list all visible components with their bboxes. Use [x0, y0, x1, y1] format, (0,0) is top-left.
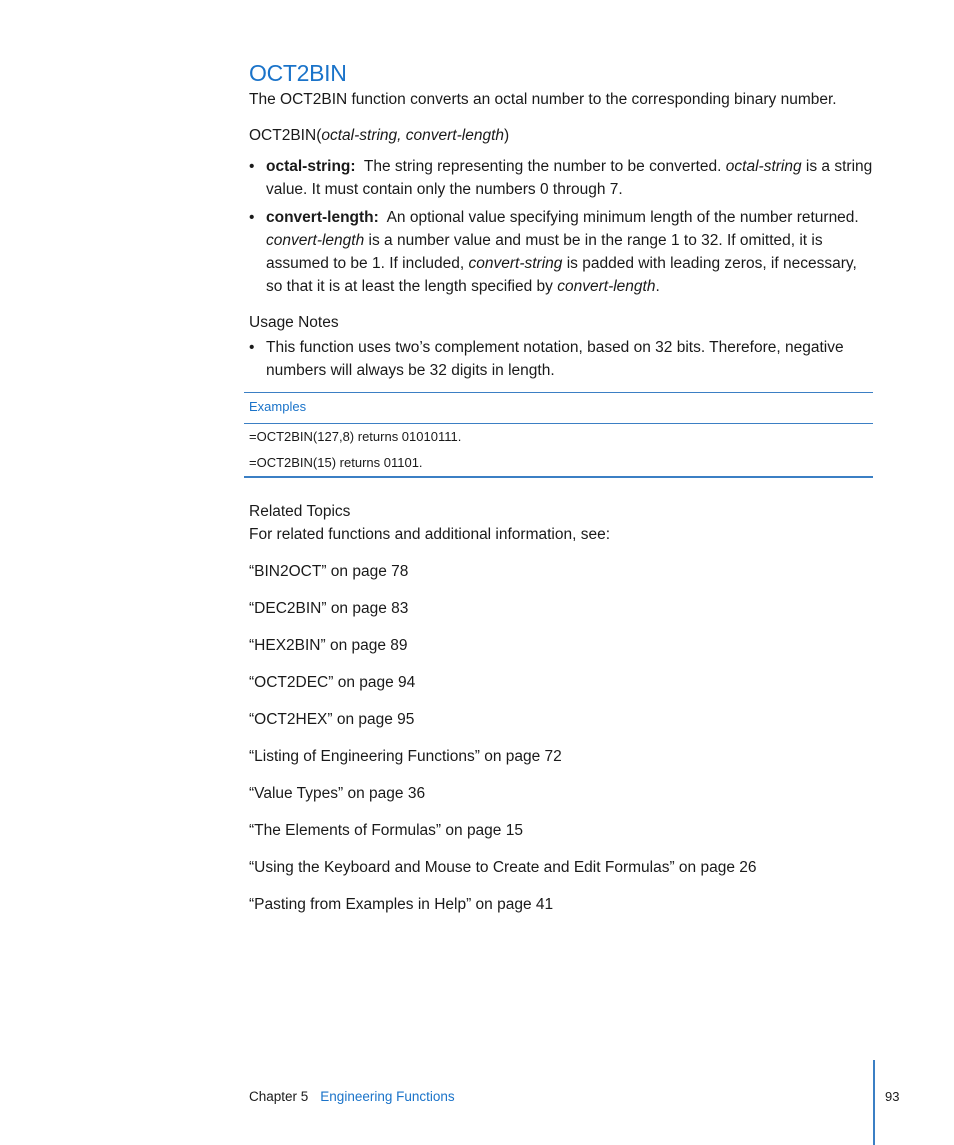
- parameter-description: An optional value specifying minimum length of the number returned.: [386, 209, 859, 226]
- parameter-reference: convert-length: [266, 232, 365, 249]
- function-syntax: [249, 124, 873, 147]
- related-link-value-types[interactable]: “Value Types” on page 36: [249, 785, 426, 802]
- related-link-pasting-examples[interactable]: “Pasting from Examples in Help” on page 41: [249, 896, 554, 913]
- parameter-list: [249, 155, 873, 298]
- examples-table: [244, 392, 873, 478]
- related-link-dec2bin[interactable]: “DEC2BIN” on page 83: [249, 600, 409, 617]
- parameter-description: is padded with leading zeros, if necessary, so that it is at least the length specified by: [266, 255, 857, 295]
- footer-chapter: Chapter 5: [249, 1089, 309, 1104]
- example-row: =OCT2BIN(15) returns 01101.: [249, 455, 423, 470]
- related-link-engineering-functions[interactable]: “Listing of Engineering Functions” on page 72: [249, 748, 562, 765]
- page-title: OCT2BIN: [249, 60, 347, 86]
- example-row: =OCT2BIN(127,8) returns 01010111.: [249, 429, 462, 444]
- examples-heading: Examples: [244, 393, 873, 424]
- footer-divider: [873, 1060, 875, 1145]
- related-topics: [249, 500, 873, 930]
- examples-body: [244, 424, 873, 476]
- syntax-close-paren: ): [504, 127, 510, 144]
- bullet: •: [249, 158, 255, 175]
- usage-note-text: This function uses two’s complement notation, based on 32 bits. Therefore, negative numbers will always be 32 digits in length.: [266, 339, 844, 379]
- parameter-description: is a string value. It must contain only the numbers 0 through 7.: [266, 158, 873, 198]
- syntax-arguments: octal-string, convert-length: [321, 127, 504, 144]
- parameter-item-octal-string: [249, 155, 873, 201]
- related-links-list: [249, 560, 873, 916]
- page-footer: [249, 1088, 455, 1106]
- related-link-oct2hex[interactable]: “OCT2HEX” on page 95: [249, 711, 415, 728]
- parameter-name: octal-string:: [266, 158, 356, 175]
- related-link-elements-of-formulas[interactable]: “The Elements of Formulas” on page 15: [249, 822, 523, 839]
- main-content: [249, 58, 873, 382]
- related-link-oct2dec[interactable]: “OCT2DEC” on page 94: [249, 674, 416, 691]
- page-number: 93: [885, 1089, 900, 1104]
- parameter-description: The string representing the number to be converted.: [363, 158, 722, 175]
- bullet: •: [249, 339, 255, 356]
- parameter-name: convert-length:: [266, 209, 379, 226]
- parameter-item-convert-length: [249, 206, 873, 298]
- related-link-keyboard-mouse[interactable]: “Using the Keyboard and Mouse to Create and Edit Formulas” on page 26: [249, 859, 757, 876]
- usage-notes-heading: Usage Notes: [249, 314, 339, 331]
- function-description: The OCT2BIN function converts an octal number to the corresponding binary number.: [249, 91, 837, 108]
- parameter-reference: octal-string: [725, 158, 802, 175]
- parameter-description: is a number value and must be in the range 1 to 32. If omitted, it is assumed to be 1. If included,: [266, 232, 823, 272]
- parameter-description: .: [655, 278, 660, 295]
- footer-chapter-title: Engineering Functions: [320, 1089, 455, 1104]
- parameter-reference: convert-string: [468, 255, 563, 272]
- parameter-reference: convert-length: [557, 278, 656, 295]
- bullet: •: [249, 209, 255, 226]
- usage-note-item: [249, 336, 873, 382]
- related-link-hex2bin[interactable]: “HEX2BIN” on page 89: [249, 637, 408, 654]
- related-topics-heading: Related Topics: [249, 503, 351, 520]
- related-topics-intro: For related functions and additional information, see:: [249, 526, 611, 543]
- syntax-function-name: OCT2BIN: [249, 127, 317, 144]
- usage-notes-list: [249, 336, 873, 382]
- syntax-open-paren: (: [316, 127, 322, 144]
- related-link-bin2oct[interactable]: “BIN2OCT” on page 78: [249, 563, 409, 580]
